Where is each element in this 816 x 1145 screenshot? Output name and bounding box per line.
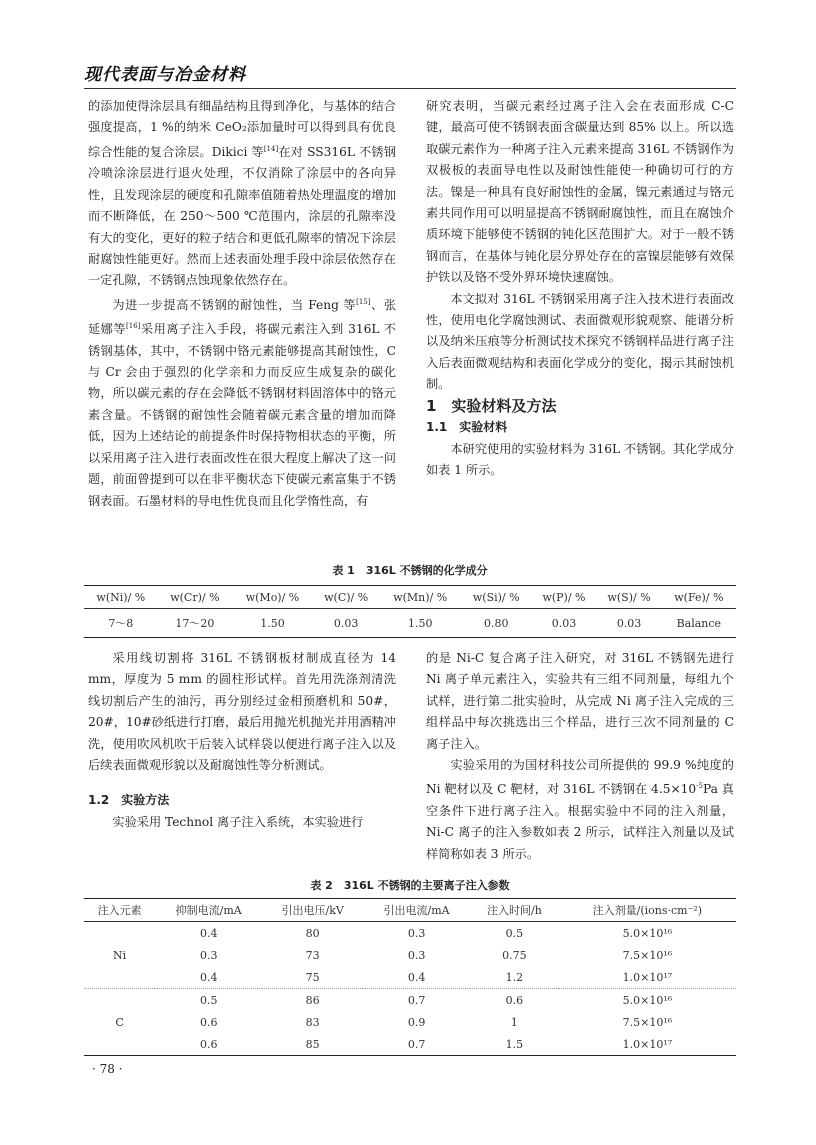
table-cell: 86: [305, 993, 320, 1007]
table-cell: 1.2: [470, 966, 559, 989]
table-row: [84, 609, 736, 638]
right-column-bottom: [426, 648, 734, 865]
element-cell: C: [84, 989, 155, 1056]
table-header-row: [84, 586, 736, 609]
table-header-cell: w(Fe)/ %: [674, 590, 724, 604]
table-cell: 0.75: [502, 948, 527, 962]
table-cell: 0.6: [155, 1033, 262, 1056]
left-column-top: [88, 96, 396, 512]
paragraph: 的添加使得涂层具有细晶结构且得到净化，与基体的结合强度提高，1 %的纳米 CeO₂添加量时可以得到具有优良综合性能的复合涂层。Dikici 等[14]在对 SS316L 不锈钢冷喷涂涂层进行退火处理，不仅消除了涂层中的各向异性，且发现涂层的硬度和孔隙率值随着热处理温度的增加而不断降低，在 250～500 ℃范围内，涂层的孔隙率没有大的变化，更好的粒子结合和更低孔隙率的情况下涂层耐腐蚀性能更好。然而上述表面处理手段中涂层依然存在一定孔隙，不锈钢点蚀现象依然存在。: [88, 99, 396, 288]
table-header-cell: w(S)/ %: [607, 590, 651, 604]
table-cell: 0.6: [505, 993, 524, 1007]
table-cell: 0.7: [407, 993, 426, 1007]
table-header-cell: 注入时间/h: [487, 904, 542, 917]
table-row: [84, 989, 736, 1012]
table-header-cell: w(Ni)/ %: [96, 590, 146, 604]
table-cell: 0.3: [407, 948, 426, 962]
paragraph: 实验采用 Technol 离子注入系统，本实验进行: [112, 814, 364, 829]
table-cell: 7.5×10¹⁶: [622, 1015, 673, 1029]
paragraph: 的是 Ni-C 复合离子注入研究，对 316L 不锈钢先进行 Ni 离子单元素注入，实验共有三组不同剂量，每组九个试样，进行第二批实验时，从完成 Ni 离子注入完成的三组样品中每次挑选出三个样品，进行三次不同剂量的 C 离子注入。: [426, 651, 734, 751]
table-header-cell: w(C)/ %: [324, 590, 369, 604]
right-column-top: [426, 96, 734, 481]
table-cell: 73: [305, 948, 320, 962]
subsection-heading: 1.2 实验方法: [88, 793, 170, 808]
table1: [84, 585, 736, 638]
table-header-row: [84, 899, 736, 922]
table-cell: 7.5×10¹⁶: [622, 948, 673, 962]
table-cell: 1.50: [407, 616, 433, 630]
table-row: [84, 922, 736, 945]
table-cell: 0.4: [155, 966, 262, 989]
table-header-cell: w(Mn)/ %: [393, 590, 448, 604]
paragraph: 实验采用的为国材科技公司所提供的 99.9 %纯度的 Ni 靶材以及 C 靶材，对 316L 不锈钢在 $4.5\times 10^{-5}Pa$ 真空条件下进行离子注入。根据实验中不同的注入剂量，Ni-C 离子的注入参数如表 2 所示，试样注入剂量以及试样简称如表 3 所示。: [426, 758, 734, 861]
table-cell: 0.4: [363, 966, 470, 989]
table-cell: 0.03: [616, 616, 642, 630]
table-row: [84, 966, 736, 989]
table2: [84, 898, 736, 1056]
table-header-cell: 注入元素: [97, 904, 142, 917]
table-header-cell: w(Si)/ %: [472, 590, 520, 604]
subsection-heading: 1.1 实验材料: [426, 420, 508, 435]
paragraph: 研究表明，当碳元素经过离子注入会在表面形成 C-C 键，最高可使不锈钢表面含碳量达到 85% 以上。所以选取碳元素作为一种离子注入元素来提高 316L 不锈钢作为双极板的表面导电性以及耐蚀性能使一种确切可行的方法。镍是一种具有良好耐蚀性的金属，镍元素通过与铬元素共同作用可以明显提高不锈钢耐腐蚀性，而且在腐蚀介质环境下能够使不锈钢的钝化区范围扩大。对于一般不锈钢而言，在基体与钝化层分界处存在的富镍层能够有效保护铁以及铬不受外界环境快速腐蚀。: [426, 99, 734, 285]
journal-logo: 现代表面与冶金材料: [84, 65, 246, 85]
table1-caption: 表 1 316L 不锈钢的化学成分: [332, 564, 488, 577]
paragraph: 本研究使用的实验材料为 316L 不锈钢。其化学成分如表 1 所示。: [426, 441, 734, 477]
table-header-cell: 引出电流/mA: [383, 904, 450, 917]
table-cell: 0.3: [199, 948, 218, 962]
table-header-cell: 抑制电流/mA: [175, 904, 242, 917]
table-cell: 0.3: [407, 926, 426, 940]
table-header-cell: w(Cr)/ %: [170, 590, 220, 604]
page-number: · 78 ·: [92, 1062, 123, 1076]
table-cell: 1.0×10¹⁷: [559, 966, 736, 989]
left-column-bottom: [88, 648, 396, 833]
table-cell: 7～8: [108, 617, 134, 630]
table-row: [84, 1011, 736, 1033]
table-cell: 0.5: [505, 926, 524, 940]
table-cell: 1.0×10¹⁷: [559, 1033, 736, 1056]
paragraph: 为进一步提高不锈钢的耐蚀性，当 Feng 等[15]、张延娜等[16]采用离子注入手段，将碳元素注入到 316L 不锈钢基体，其中，不锈钢中铬元素能够提高其耐蚀性，C 与 Cr 会由于强烈的化学亲和力而反应生成复杂的碳化物，所以碳元素的存在会降低不锈钢材料固溶体中的铬元素含量。不锈钢的耐蚀性会随着碳元素含量的增加而降低，因为上述结论的前提条件时保持物相状态的平衡，所以采用离子注入进行表面改性在很大程度上解决了这一问题，前面曾提到可以在非平衡状态下使碳元素富集于不锈钢表面。石墨材料的导电性优良而且化学惰性高，有: [88, 297, 397, 508]
section-heading: 1 实验材料及方法: [426, 396, 557, 415]
table-cell: 83: [305, 1015, 320, 1029]
element-cell: Ni: [84, 922, 155, 989]
table-cell: 5.0×10¹⁶: [622, 993, 673, 1007]
table-header-cell: w(Mo)/ %: [245, 590, 300, 604]
table-cell: 1: [510, 1015, 518, 1029]
table-cell: 1.50: [260, 616, 285, 630]
table-cell: Balance: [676, 616, 722, 630]
table-cell: 0.5: [199, 993, 218, 1007]
table-cell: 1.5: [470, 1033, 559, 1056]
table-cell: 0.03: [333, 616, 359, 630]
table-header-cell: 注入剂量/(ions·cm⁻²): [592, 904, 703, 917]
table-cell: 0.9: [407, 1015, 426, 1029]
paragraph: 采用线切割将 316L 不锈钢板材制成直径为 14 mm，厚度为 5 mm 的圆柱形试样。首先用洗涤剂清洗线切割后产生的油污，再分别经过金相预磨机和 50#，20#，10#砂纸进行打磨，最后用抛光机抛光并用酒精冲洗，使用吹风机吹干后装入试样袋以便进行离子注入以及后续表面微观形貌以及耐腐蚀性等分析测试。: [88, 651, 396, 773]
table-cell: 5.0×10¹⁶: [622, 926, 673, 940]
table-header-cell: 引出电压/kV: [281, 904, 344, 917]
table-cell: 0.6: [199, 1015, 218, 1029]
table-row: [84, 944, 736, 966]
paragraph: 本文拟对 316L 不锈钢采用离子注入技术进行表面改性，使用电化学腐蚀测试、表面微观形貌观察、能谱分析以及纳米压痕等分析测试技术探究不锈钢样品进行离子注入后表面微观结构和表面化学成分的变化，揭示其耐蚀机制。: [426, 291, 734, 392]
table-cell: 0.03: [551, 616, 577, 630]
table-cell: 0.4: [199, 926, 218, 940]
table-cell: 0.7: [363, 1033, 470, 1056]
table2-caption: 表 2 316L 不锈钢的主要离子注入参数: [310, 879, 510, 892]
table-cell: 17～20: [175, 617, 215, 630]
table-header-cell: w(P)/ %: [542, 590, 586, 604]
table-cell: 85: [262, 1033, 363, 1056]
table-cell: 0.80: [483, 616, 509, 630]
table-cell: 80: [305, 926, 320, 940]
header-rule: [84, 88, 736, 89]
table-cell: 75: [262, 966, 363, 989]
table-row: [84, 1033, 736, 1056]
